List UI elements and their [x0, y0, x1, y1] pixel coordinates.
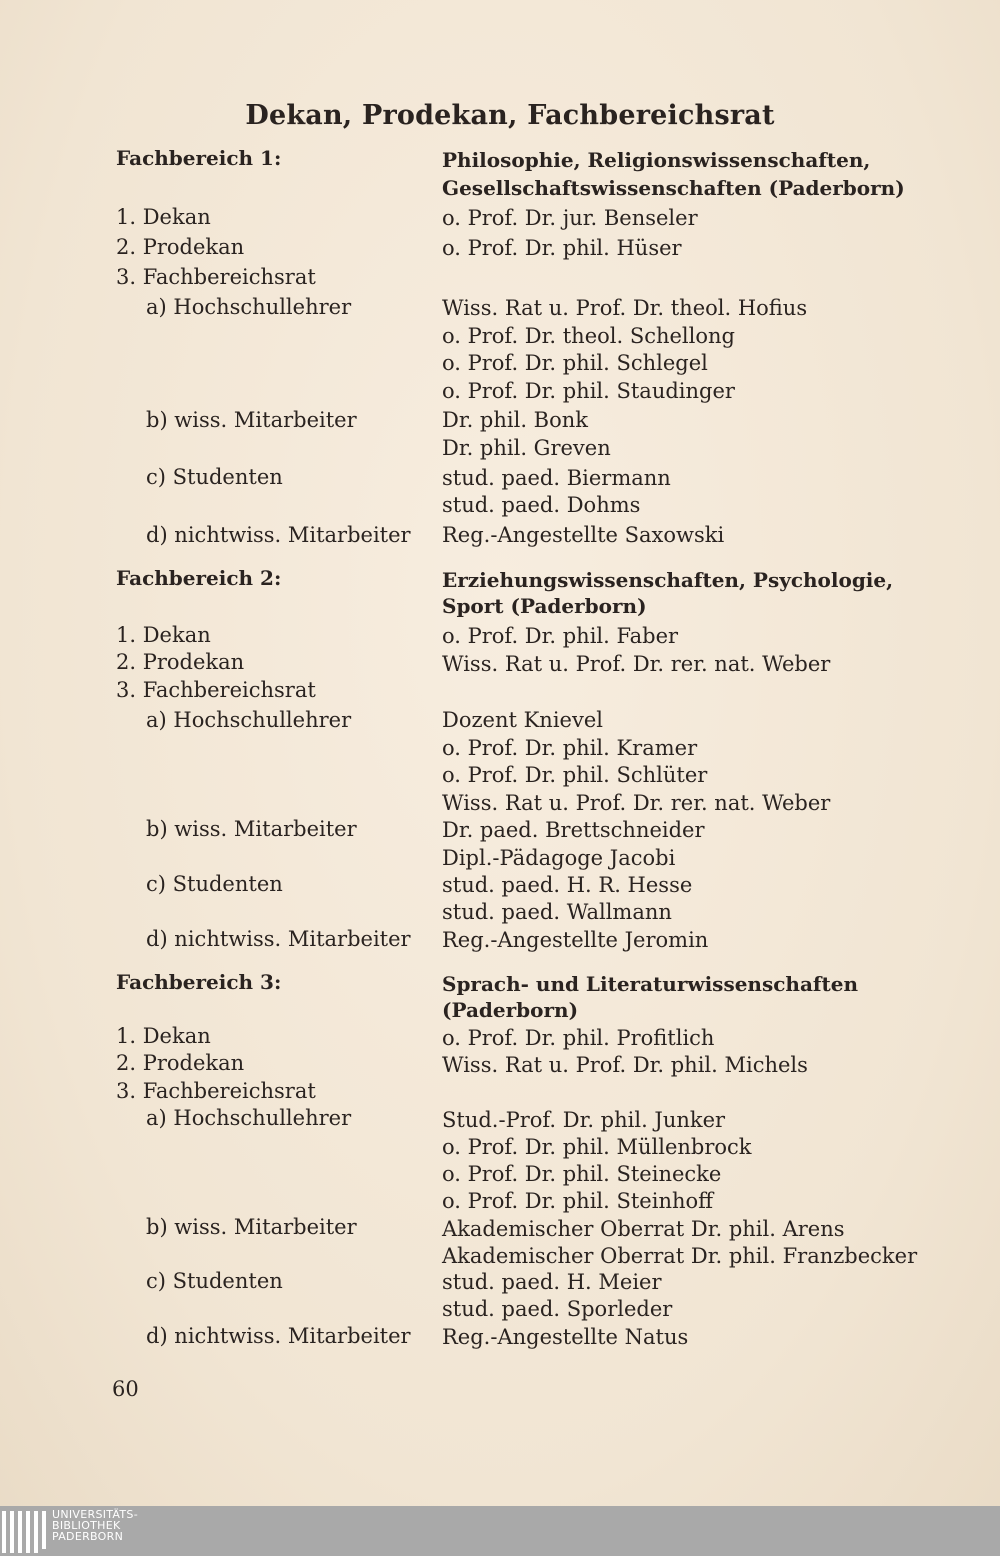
member-name: o. Prof. Dr. phil. Schlegel	[442, 351, 708, 375]
hochschullehrer-label: a) Hochschullehrer	[146, 708, 352, 732]
section-subject: Gesellschaftswissenschaften (Paderborn)	[442, 176, 905, 200]
member-name: Akademischer Oberrat Dr. phil. Franzbecker	[442, 1244, 918, 1268]
dekan-label: 1. Dekan	[116, 1024, 211, 1048]
fachbereichsrat-label: 3. Fachbereichsrat	[116, 1079, 316, 1103]
page-number: 60	[112, 1377, 139, 1401]
dekan-name: o. Prof. Dr. phil. Profitlich	[442, 1026, 715, 1050]
prodekan-label: 2. Prodekan	[116, 235, 245, 259]
prodekan-name: o. Prof. Dr. phil. Hüser	[442, 236, 682, 260]
member-name: o. Prof. Dr. phil. Steinhoff	[442, 1189, 714, 1213]
member-name: Dr. paed. Brettschneider	[442, 818, 705, 842]
hochschullehrer-label: a) Hochschullehrer	[146, 1106, 352, 1130]
member-name: Wiss. Rat u. Prof. Dr. theol. Hofius	[442, 296, 808, 320]
member-name: Dr. phil. Greven	[442, 436, 611, 460]
dekan-name: o. Prof. Dr. phil. Faber	[442, 624, 679, 648]
logo-line: UNIVERSITÄTS-	[52, 1508, 138, 1521]
mitarbeiter-label: b) wiss. Mitarbeiter	[146, 1215, 357, 1239]
member-name: o. Prof. Dr. phil. Staudinger	[442, 379, 735, 403]
member-name: Dozent Knievel	[442, 708, 603, 732]
library-footer	[0, 1506, 1000, 1556]
prodekan-label: 2. Prodekan	[116, 1051, 245, 1075]
studenten-label: c) Studenten	[146, 1269, 283, 1293]
section-subject: (Paderborn)	[442, 998, 579, 1022]
member-name: stud. paed. H. R. Hesse	[442, 873, 693, 897]
section-subject: Erziehungswissenschaften, Psychologie,	[442, 568, 894, 592]
nichtwiss-label: d) nichtwiss. Mitarbeiter	[146, 523, 411, 547]
member-name: stud. paed. H. Meier	[442, 1270, 662, 1294]
member-name: Reg.-Angestellte Saxowski	[442, 523, 725, 547]
hochschullehrer-label: a) Hochschullehrer	[146, 295, 352, 319]
member-name: stud. paed. Sporleder	[442, 1297, 673, 1321]
member-name: Reg.-Angestellte Jeromin	[442, 928, 709, 952]
member-name: Reg.-Angestellte Natus	[442, 1325, 689, 1349]
member-name: o. Prof. Dr. phil. Müllenbrock	[442, 1135, 752, 1159]
member-name: Wiss. Rat u. Prof. Dr. rer. nat. Weber	[442, 791, 831, 815]
member-name: Akademischer Oberrat Dr. phil. Arens	[442, 1217, 845, 1241]
fachbereichsrat-label: 3. Fachbereichsrat	[116, 678, 316, 702]
member-name: Dipl.-Pädagoge Jacobi	[442, 846, 676, 870]
section-heading: Fachbereich 2:	[116, 566, 282, 590]
section-heading: Fachbereich 3:	[116, 970, 282, 994]
member-name: o. Prof. Dr. phil. Kramer	[442, 736, 698, 760]
section-heading: Fachbereich 1:	[116, 146, 282, 170]
mitarbeiter-label: b) wiss. Mitarbeiter	[146, 408, 357, 432]
member-name: o. Prof. Dr. theol. Schellong	[442, 324, 735, 348]
mitarbeiter-label: b) wiss. Mitarbeiter	[146, 817, 357, 841]
page-title: Dekan, Prodekan, Fachbereichsrat	[245, 100, 775, 131]
library-logo-text	[52, 1509, 138, 1542]
dekan-name: o. Prof. Dr. jur. Benseler	[442, 206, 698, 230]
logo-line: BIBLIOTHEK	[52, 1519, 121, 1532]
member-name: o. Prof. Dr. phil. Steinecke	[442, 1162, 722, 1186]
prodekan-name: Wiss. Rat u. Prof. Dr. rer. nat. Weber	[442, 652, 831, 676]
section-subject: Philosophie, Religionswissenschaften,	[442, 148, 871, 172]
section-subject: Sport (Paderborn)	[442, 594, 647, 618]
prodekan-name: Wiss. Rat u. Prof. Dr. phil. Michels	[442, 1053, 808, 1077]
prodekan-label: 2. Prodekan	[116, 650, 245, 674]
nichtwiss-label: d) nichtwiss. Mitarbeiter	[146, 1324, 411, 1348]
member-name: stud. paed. Biermann	[442, 466, 671, 490]
nichtwiss-label: d) nichtwiss. Mitarbeiter	[146, 927, 411, 951]
member-name: Stud.-Prof. Dr. phil. Junker	[442, 1108, 726, 1132]
studenten-label: c) Studenten	[146, 872, 283, 896]
dekan-label: 1. Dekan	[116, 623, 211, 647]
section-subject: Sprach- und Literaturwissenschaften	[442, 972, 859, 996]
member-name: stud. paed. Wallmann	[442, 900, 672, 924]
member-name: Dr. phil. Bonk	[442, 408, 588, 432]
dekan-label: 1. Dekan	[116, 205, 211, 229]
fachbereichsrat-label: 3. Fachbereichsrat	[116, 265, 316, 289]
logo-line: PADERBORN	[52, 1530, 124, 1543]
member-name: o. Prof. Dr. phil. Schlüter	[442, 763, 708, 787]
member-name: stud. paed. Dohms	[442, 493, 641, 517]
studenten-label: c) Studenten	[146, 465, 283, 489]
